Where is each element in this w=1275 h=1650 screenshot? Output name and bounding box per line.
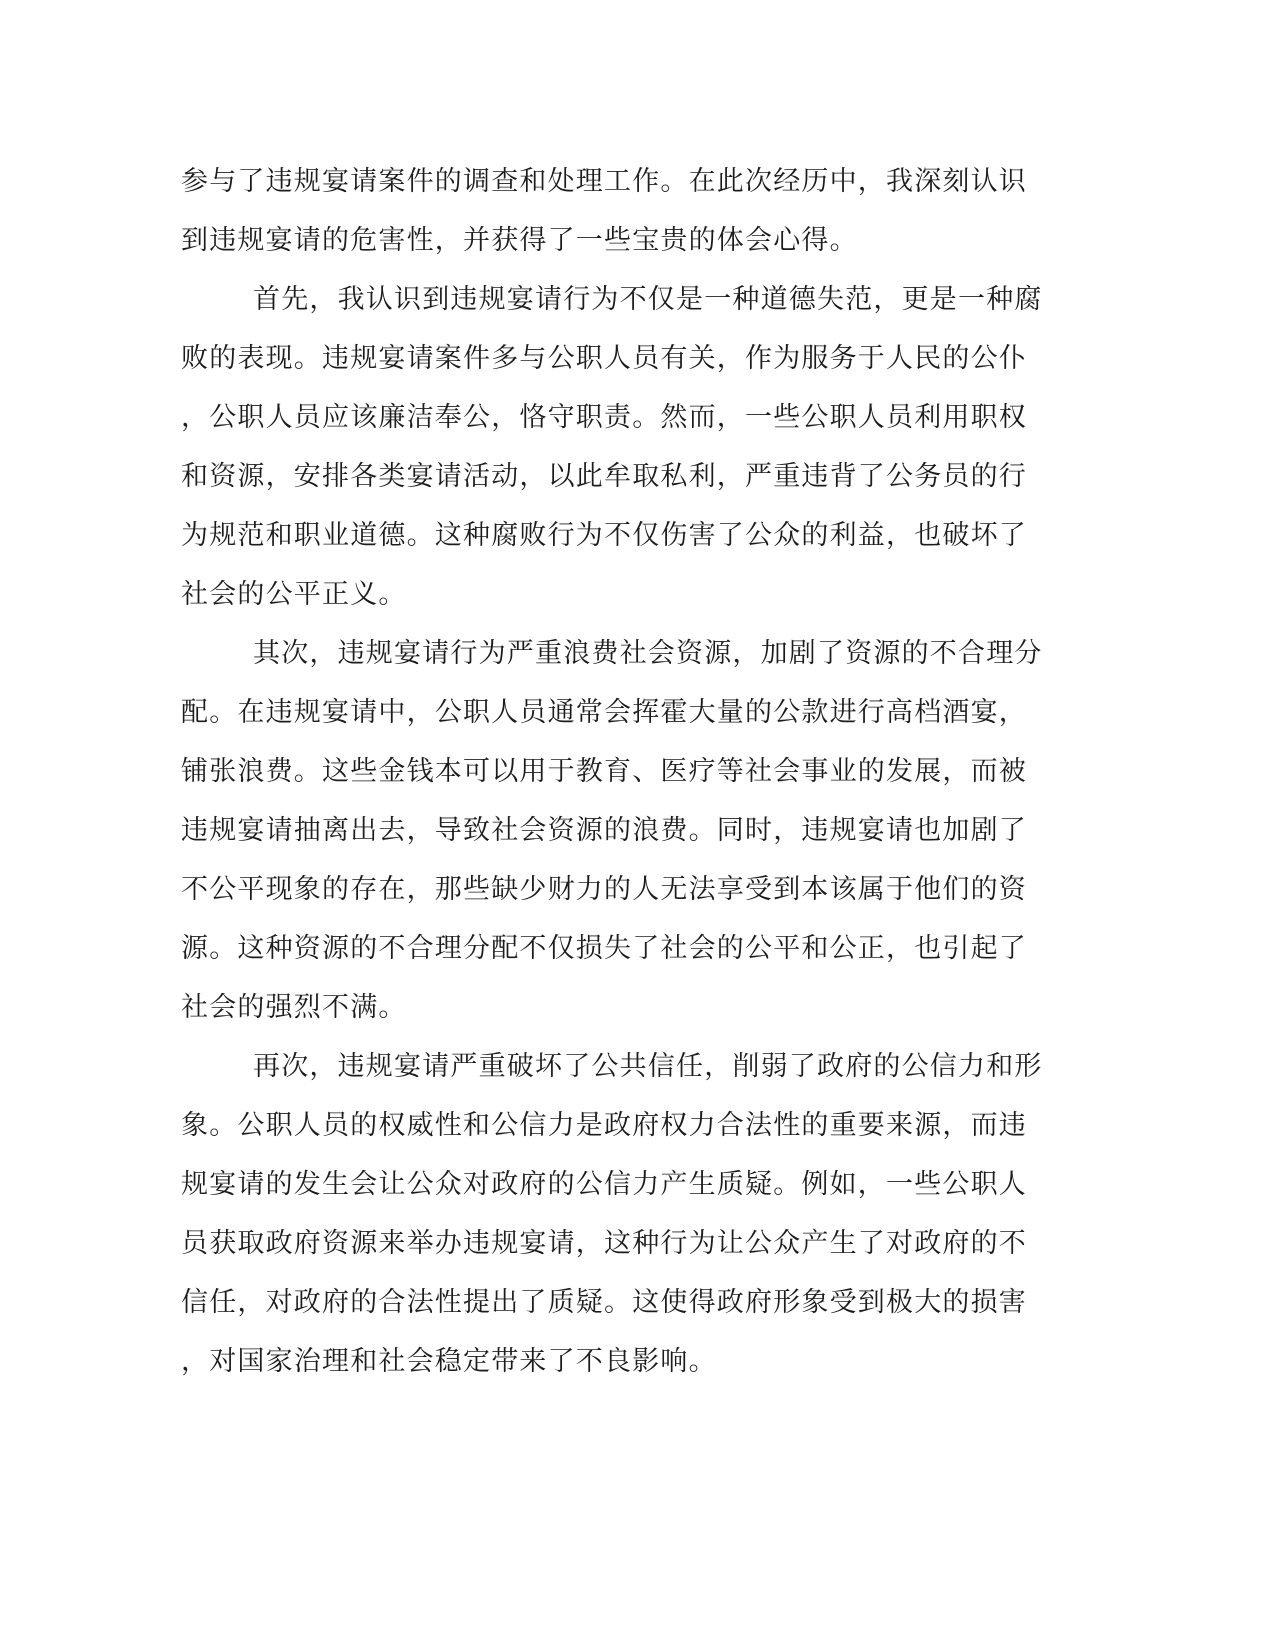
paragraph-1 bbox=[181, 152, 1031, 270]
text-line: 不公平现象的存在，那些缺少财力的人无法享受到本该属于他们的资 bbox=[181, 874, 1027, 905]
text-line: 其次，违规宴请行为严重浪费社会资源，加剧了资源的不合理分 bbox=[253, 638, 1043, 669]
paragraph-2 bbox=[181, 270, 1043, 624]
text-line: 配。在违规宴请中，公职人员通常会挥霍大量的公款进行高档酒宴， bbox=[181, 697, 1027, 728]
text-line: 社会的强烈不满。 bbox=[181, 992, 407, 1023]
text-line: 再次，违规宴请严重破坏了公共信任，削弱了政府的公信力和形 bbox=[253, 1051, 1043, 1082]
text-line: 为规范和职业道德。这种腐败行为不仅伤害了公众的利益，也破坏了 bbox=[181, 520, 1027, 551]
text-line: 首先，我认识到违规宴请行为不仅是一种道德失范，更是一种腐 bbox=[253, 284, 1043, 315]
text-line: 社会的公平正义。 bbox=[181, 579, 407, 610]
text-line: 象。公职人员的权威性和公信力是政府权力合法性的重要来源，而违 bbox=[181, 1110, 1027, 1141]
paragraph-4 bbox=[181, 1037, 1043, 1391]
document-body bbox=[181, 152, 1043, 1391]
text-line: 败的表现。违规宴请案件多与公职人员有关，作为服务于人民的公仆 bbox=[181, 343, 1027, 374]
text-line: 源。这种资源的不合理分配不仅损失了社会的公平和公正，也引起了 bbox=[181, 933, 1027, 964]
text-line: 规宴请的发生会让公众对政府的公信力产生质疑。例如，一些公职人 bbox=[181, 1169, 1027, 1200]
text-line: ，对国家治理和社会稳定带来了不良影响。 bbox=[181, 1346, 717, 1377]
paragraph-3 bbox=[181, 624, 1043, 1037]
text-line: ，公职人员应该廉洁奉公，恪守职责。然而，一些公职人员利用职权 bbox=[181, 402, 1027, 433]
text-line: 和资源，安排各类宴请活动，以此牟取私利，严重违背了公务员的行 bbox=[181, 461, 1027, 492]
text-line: 参与了违规宴请案件的调查和处理工作。在此次经历中，我深刻认识 bbox=[181, 166, 1027, 197]
text-line: 信任，对政府的合法性提出了质疑。这使得政府形象受到极大的损害 bbox=[181, 1287, 1027, 1318]
text-line: 员获取政府资源来举办违规宴请，这种行为让公众产生了对政府的不 bbox=[181, 1228, 1027, 1259]
text-line: 到违规宴请的危害性，并获得了一些宝贵的体会心得。 bbox=[181, 225, 858, 256]
text-line: 铺张浪费。这些金钱本可以用于教育、医疗等社会事业的发展，而被 bbox=[181, 756, 1027, 787]
text-line: 违规宴请抽离出去，导致社会资源的浪费。同时，违规宴请也加剧了 bbox=[181, 815, 1027, 846]
